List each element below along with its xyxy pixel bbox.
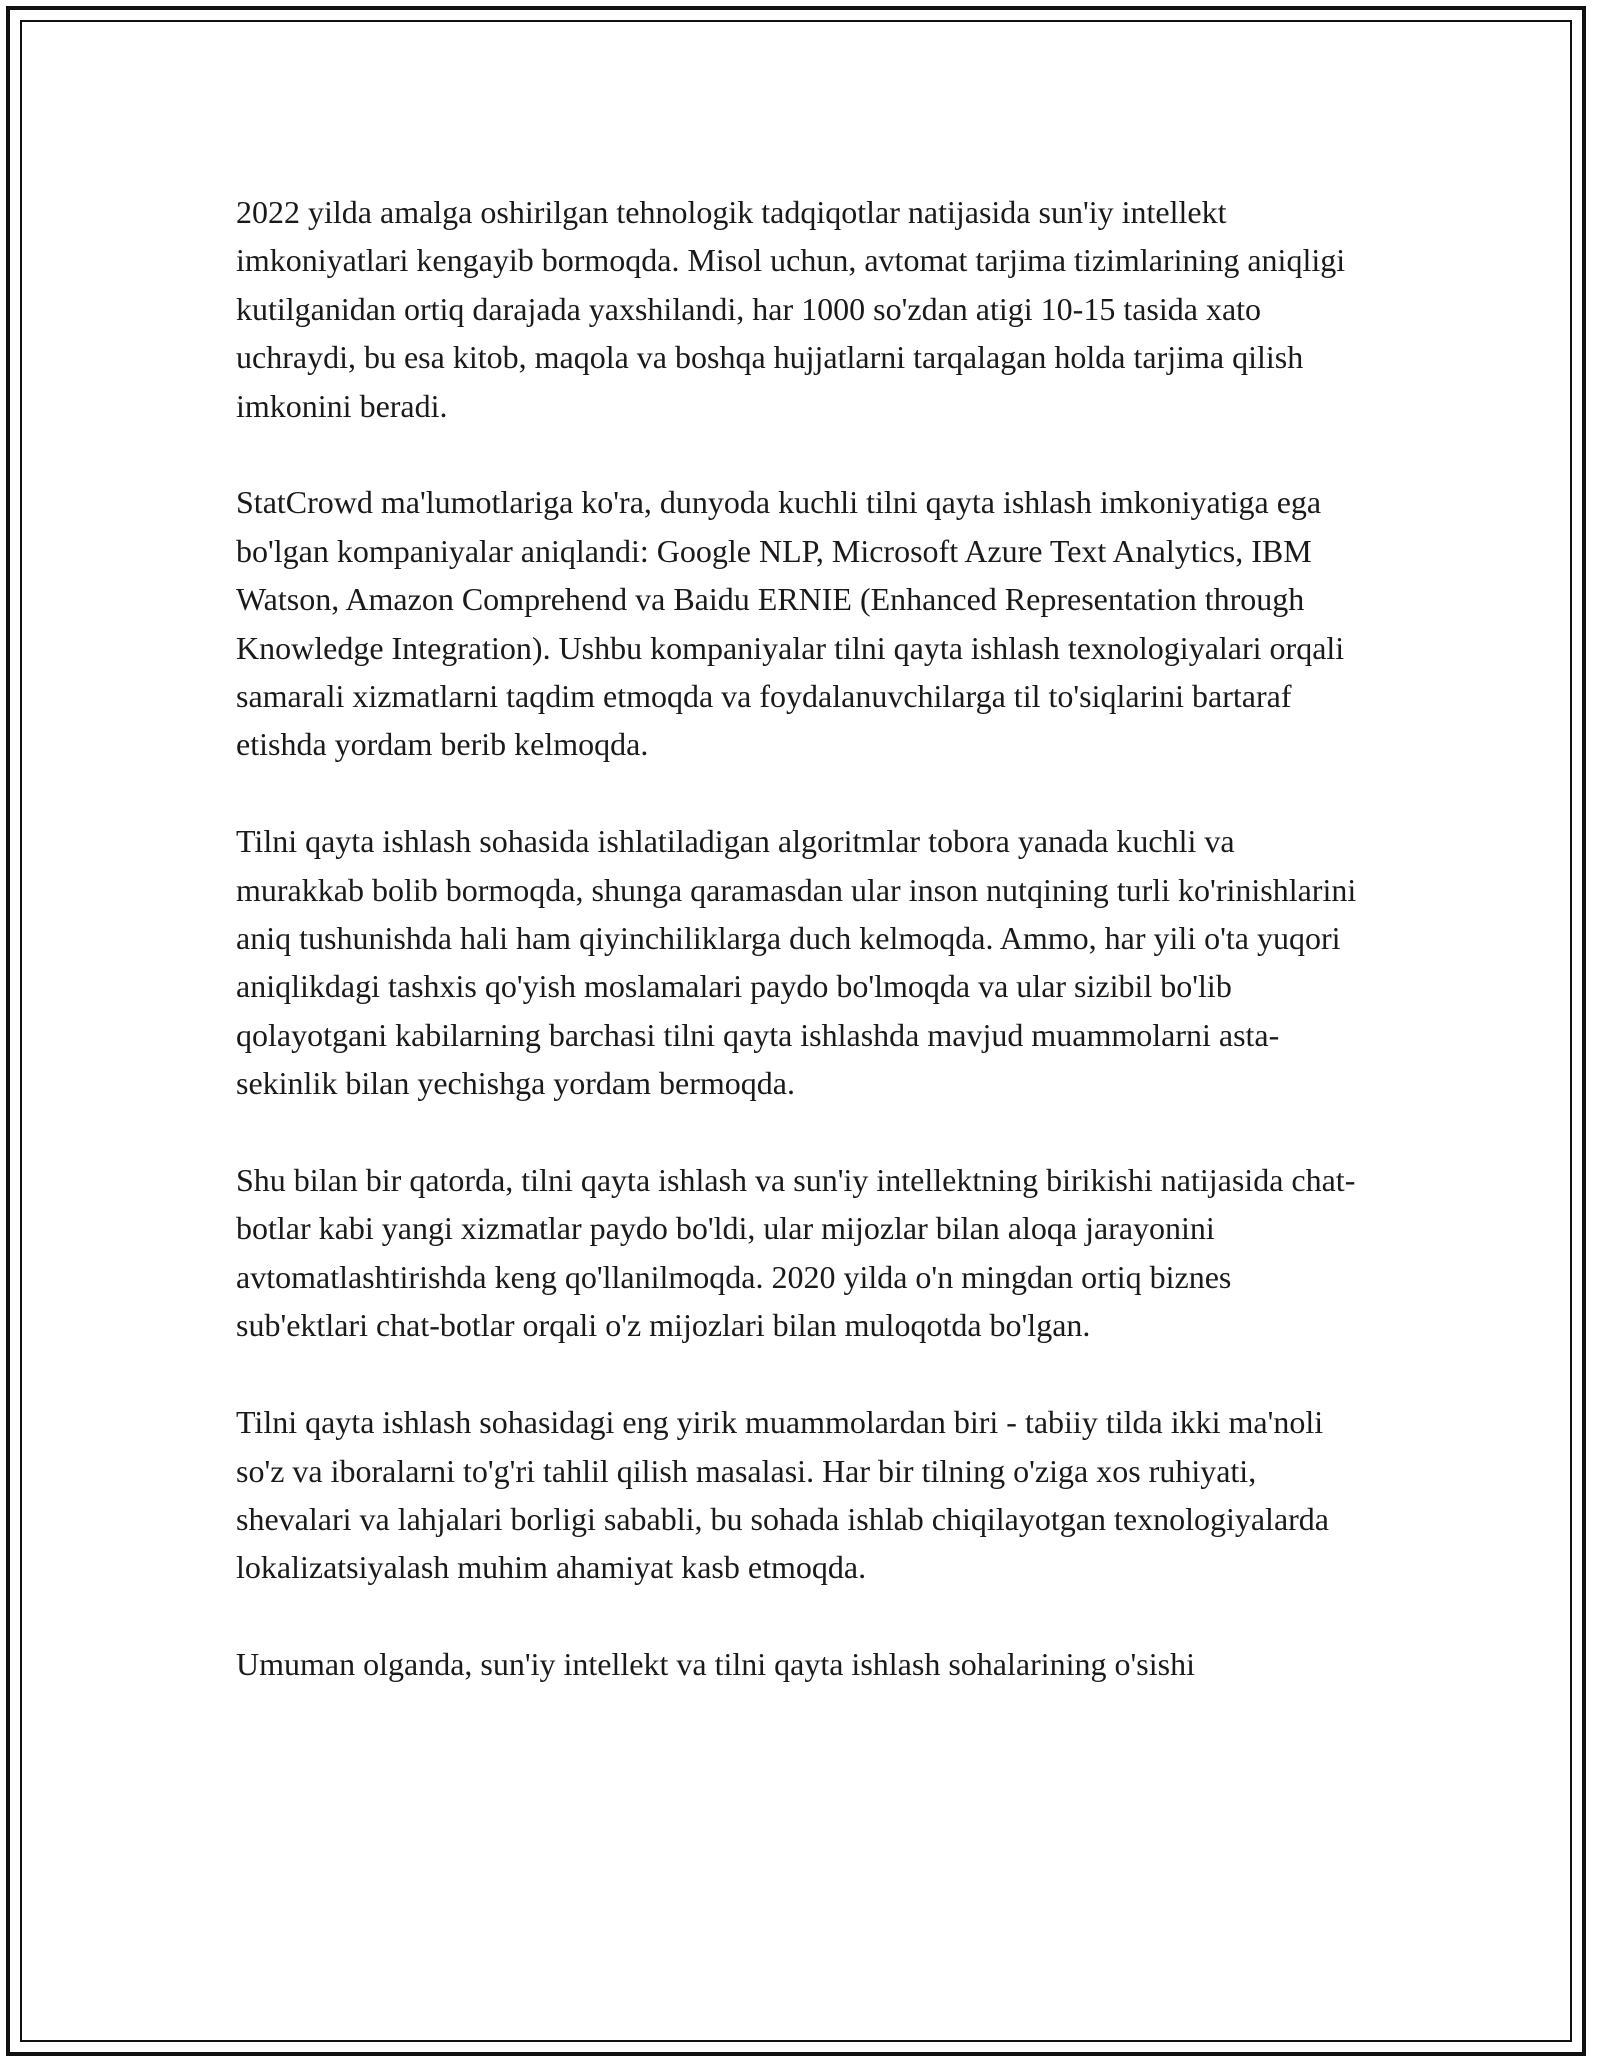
paragraph-1: 2022 yilda amalga oshirilgan tehnologik tadqiqotlar natijasida sun'iy intellekt imkoniyatlari kengayib bormoqda. Misol uchun, avtomat tarjima tizimlarining aniqligi kutilganidan ortiq darajada yaxshilandi, har 1000 so'zdan atigi 10-15 tasida xato uchraydi, bu esa kitob, maqola va boshqa hujjatlarni tarqalagan holda tarjima qilish imkonini beradi. (236, 194, 1346, 424)
paragraph-2: StatCrowd ma'lumotlariga ko'ra, dunyoda kuchli tilni qayta ishlash imkoniyatiga ega bo'lgan kompaniyalar aniqlandi: Google NLP, Microsoft Azure Text Analytics, IBM Watson, Amazon Comprehend va Baidu ERNIE (Enhanced Representation through Knowledge Integration). Ushbu kompaniyalar tilni qayta ishlash texnologiyalari orqali samarali xizmatlarni taqdim etmoqda va foydalanuvchilarga til to'siqlarini bartaraf etishda yordam berib kelmoqda. (236, 484, 1345, 763)
paragraph-6: Umuman olganda, sun'iy intellekt va tilni qayta ishlash sohalarining o'sishi (236, 1646, 1195, 1683)
paragraph-3: Tilni qayta ishlash sohasida ishlatiladigan algoritmlar tobora yanada kuchli va murakkab bolib bormoqda, shunga qaramasdan ular inson nutqining turli ko'rinishlarini aniq tushunishda hali ham qiyinchiliklarga duch kelmoqda. Ammo, har yili o'ta yuqori aniqlikdagi tashxis qo'yish moslamalari paydo bo'lmoqda va ular sizibil bo'lib qolayotgani kabilarning barchasi tilni qayta ishlashda mavjud muammolarni asta-sekinlik bilan yechishga yordam bermoqda. (236, 823, 1357, 1102)
paragraph-5: Tilni qayta ishlash sohasidagi eng yirik muammolardan biri - tabiiy tilda ikki ma'noli so'z va iboralarni to'g'ri tahlil qilish masalasi. Har bir tilning o'ziga xos ruhiyati, shevalari va lahjalari borligi sababli, bu sohada ishlab chiqilayotgan texnologiyalarda lokalizatsiyalash muhim ahamiyat kasb etmoqda. (236, 1404, 1329, 1586)
document-body (236, 188, 1366, 1737)
paragraph-4: Shu bilan bir qatorda, tilni qayta ishlash va sun'iy intellektning birikishi natijasida chat-botlar kabi yangi xizmatlar paydo bo'ldi, ular mijozlar bilan aloqa jarayonini avtomatlashtirishda keng qo'llanilmoqda. 2020 yilda o'n mingdan ortiq biznes sub'ektlari chat-botlar orqali o'z mijozlari bilan muloqotda bo'lgan. (236, 1162, 1356, 1344)
